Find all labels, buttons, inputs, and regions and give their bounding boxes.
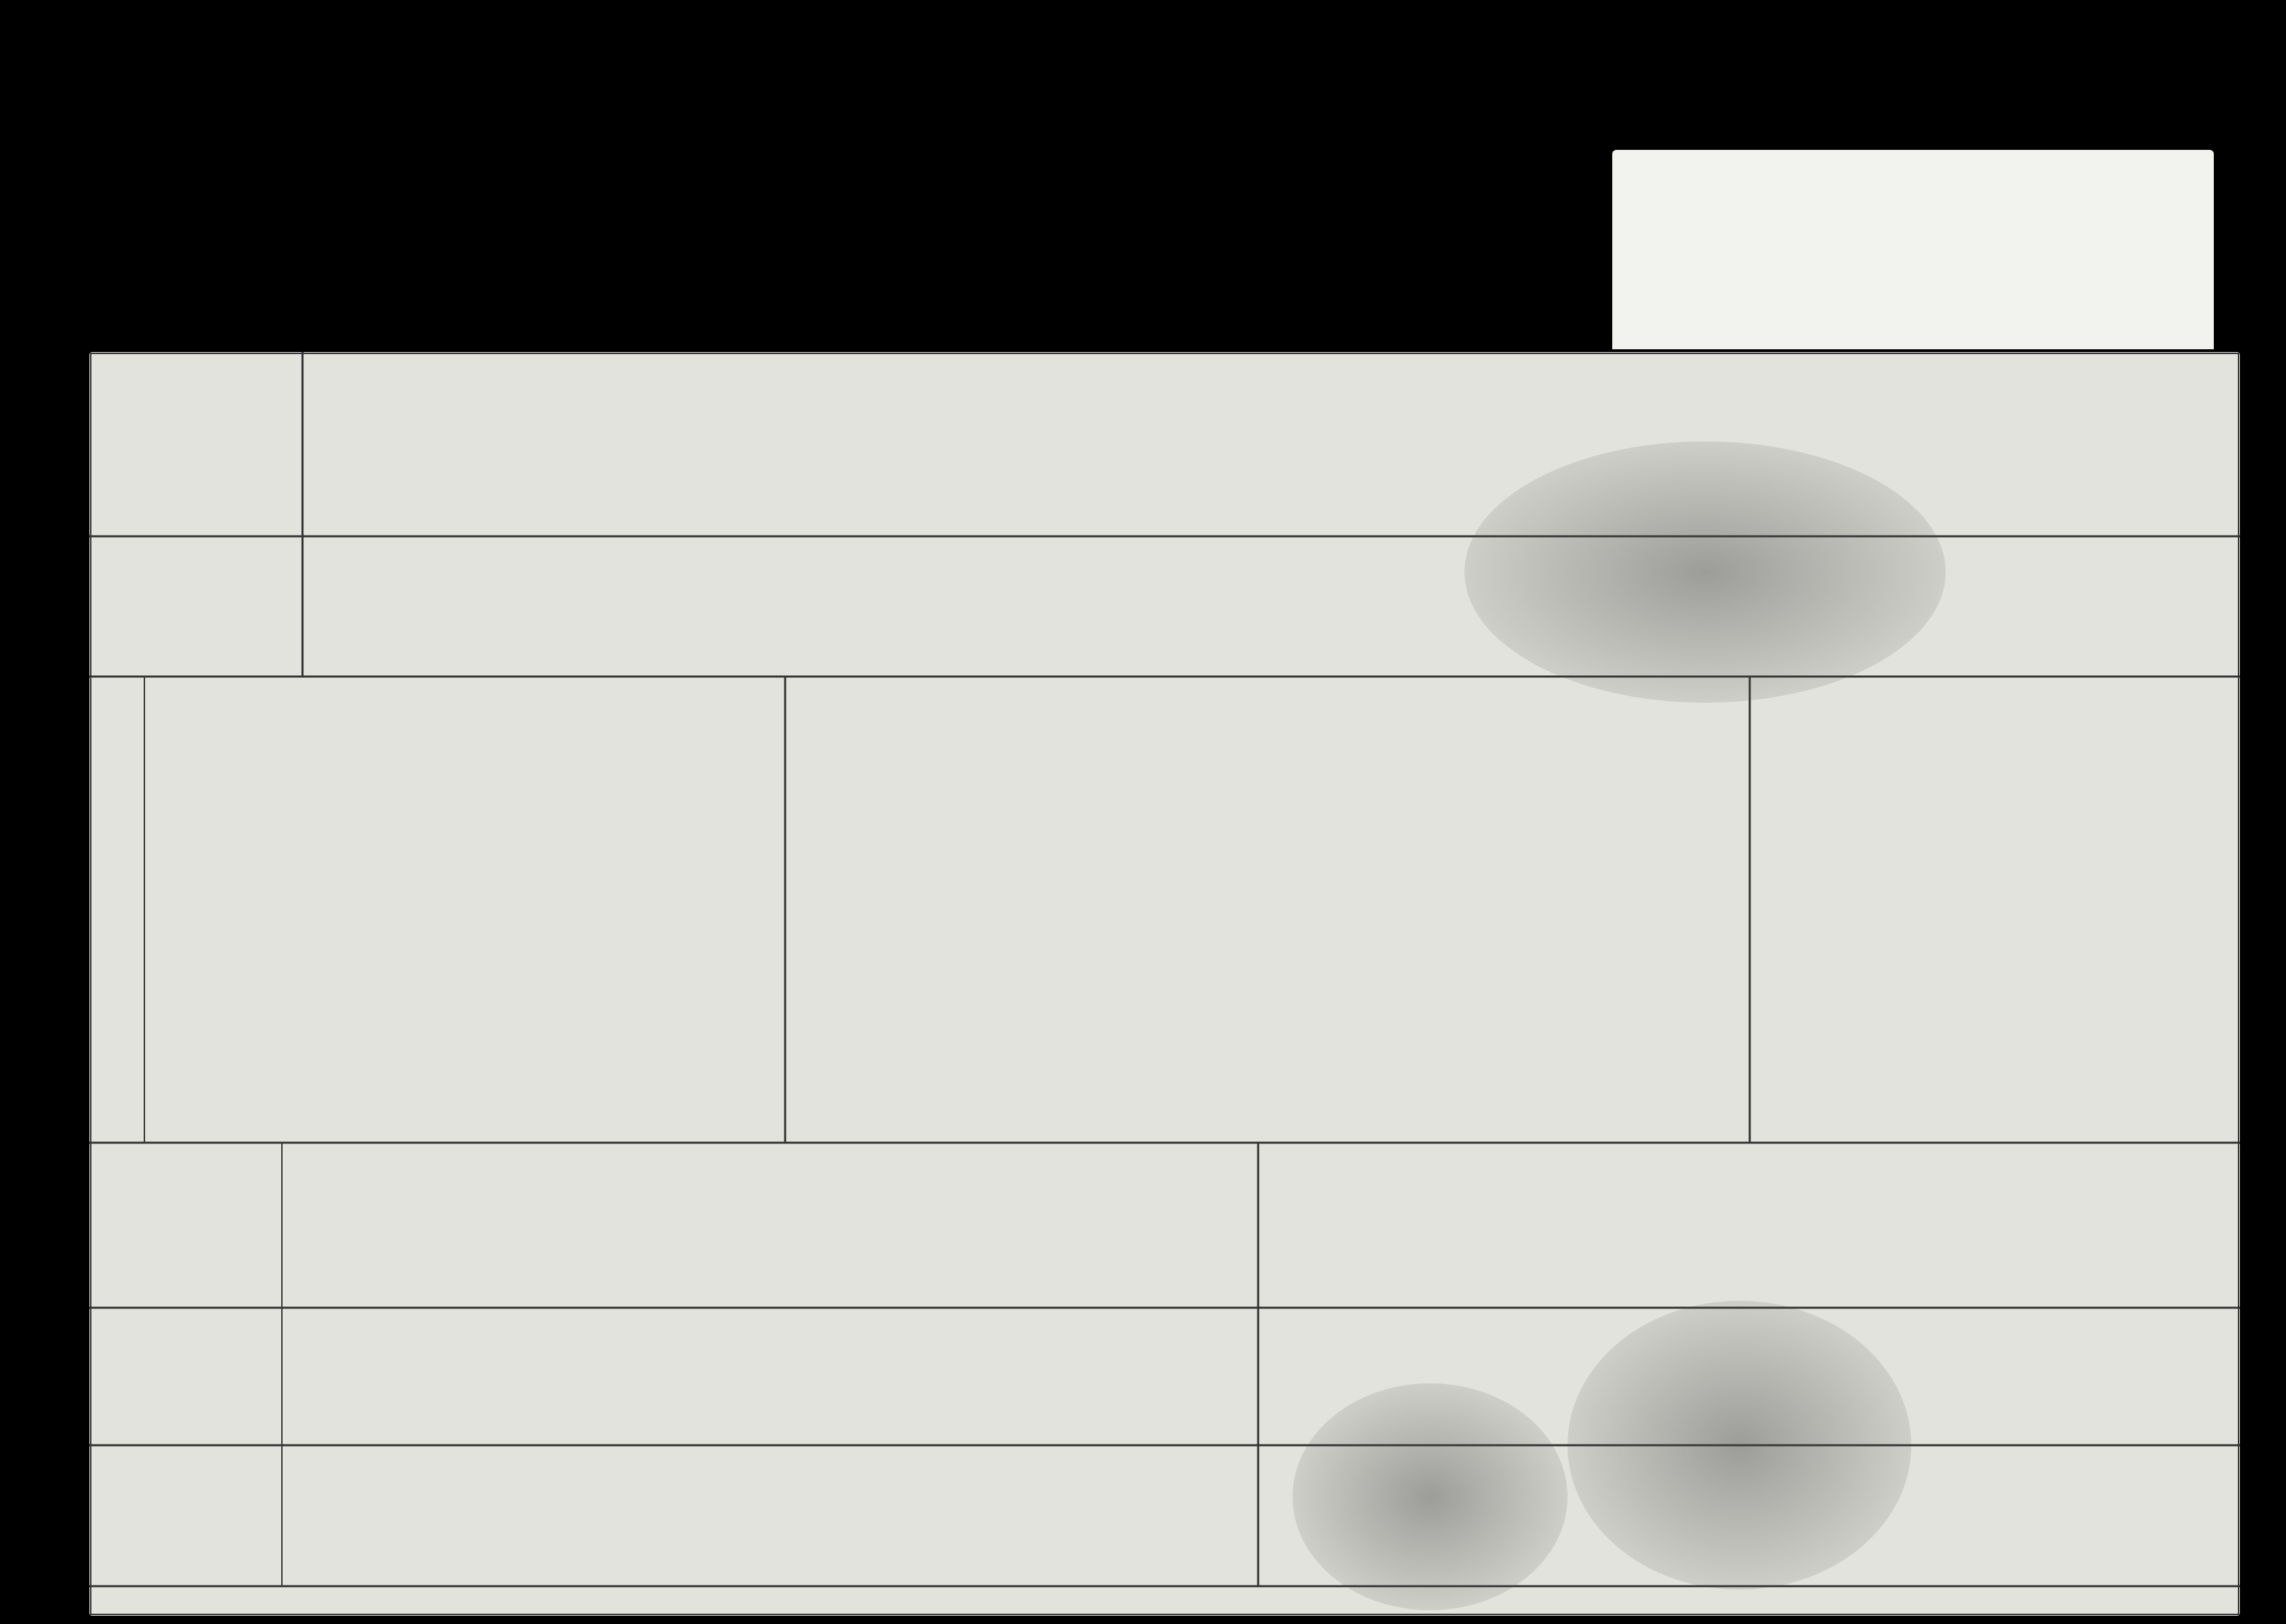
stain	[1568, 1301, 1911, 1590]
stain	[1293, 1383, 1568, 1610]
stain	[1464, 441, 1946, 703]
soiled-document-stamp	[1612, 150, 2214, 349]
census-card	[89, 352, 2240, 1616]
